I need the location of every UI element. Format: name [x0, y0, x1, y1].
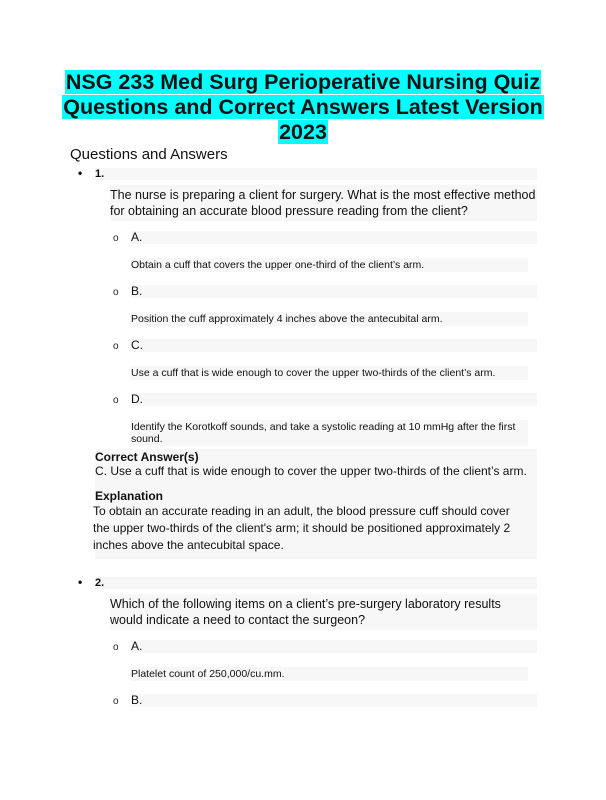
option-text: Obtain a cuff that covers the upper one-third of the client’s arm.	[131, 258, 528, 272]
question-number: 2.	[95, 577, 537, 589]
explanation-label: Explanation	[95, 489, 164, 503]
option-bullet-icon: o	[113, 696, 119, 707]
option-bullet-icon: o	[113, 395, 119, 406]
option-text: Use a cuff that is wide enough to cover the upper two-thirds of the client’s arm.	[131, 366, 528, 380]
option-letter: D.	[131, 393, 537, 406]
bullet-icon: •	[78, 166, 83, 180]
title-line-1: NSG 233 Med Surg Perioperative Nursing Quiz	[65, 70, 541, 94]
option-bullet-icon: o	[113, 341, 119, 352]
option-letter: A.	[131, 640, 537, 653]
question-text: The nurse is preparing a client for surgery. What is the most effective method for obtaining an accurate blood pressure reading from the client?	[110, 185, 537, 221]
bullet-icon: •	[78, 575, 83, 589]
question-number: 1.	[95, 168, 537, 180]
option-letter: B.	[131, 285, 537, 298]
option-text: Platelet count of 250,000/cu.mm.	[131, 667, 528, 681]
correct-answer-label: Correct Answer(s)	[95, 450, 199, 464]
option-letter: A.	[131, 231, 537, 244]
question-text: Which of the following items on a client’s pre-surgery laboratory results would indicate a need to contact the surgeon?	[110, 594, 537, 630]
option-bullet-icon: o	[113, 287, 119, 298]
section-heading: Questions and Answers	[70, 146, 228, 163]
document-title	[60, 70, 546, 145]
option-text: Position the cuff approximately 4 inches above the antecubital arm.	[131, 312, 528, 326]
option-letter: B.	[131, 694, 537, 707]
option-bullet-icon: o	[113, 233, 119, 244]
answer-block	[95, 449, 537, 559]
option-text: Identify the Korotkoff sounds, and take a systolic reading at 10 mmHg after the first sound.	[131, 420, 528, 446]
correct-answer-text: C. Use a cuff that is wide enough to cover the upper two-thirds of the client’s arm.	[95, 464, 527, 478]
title-line-2: Questions and Correct Answers Latest Version	[63, 95, 543, 119]
explanation-text: To obtain an accurate reading in an adult, the blood pressure cuff should cover the upper two-thirds of the client's arm; it should be positioned approximately 2 inches above the antecubital space.	[93, 504, 511, 552]
option-bullet-icon: o	[113, 642, 119, 653]
title-line-3: 2023	[279, 120, 327, 144]
option-letter: C.	[131, 339, 537, 352]
